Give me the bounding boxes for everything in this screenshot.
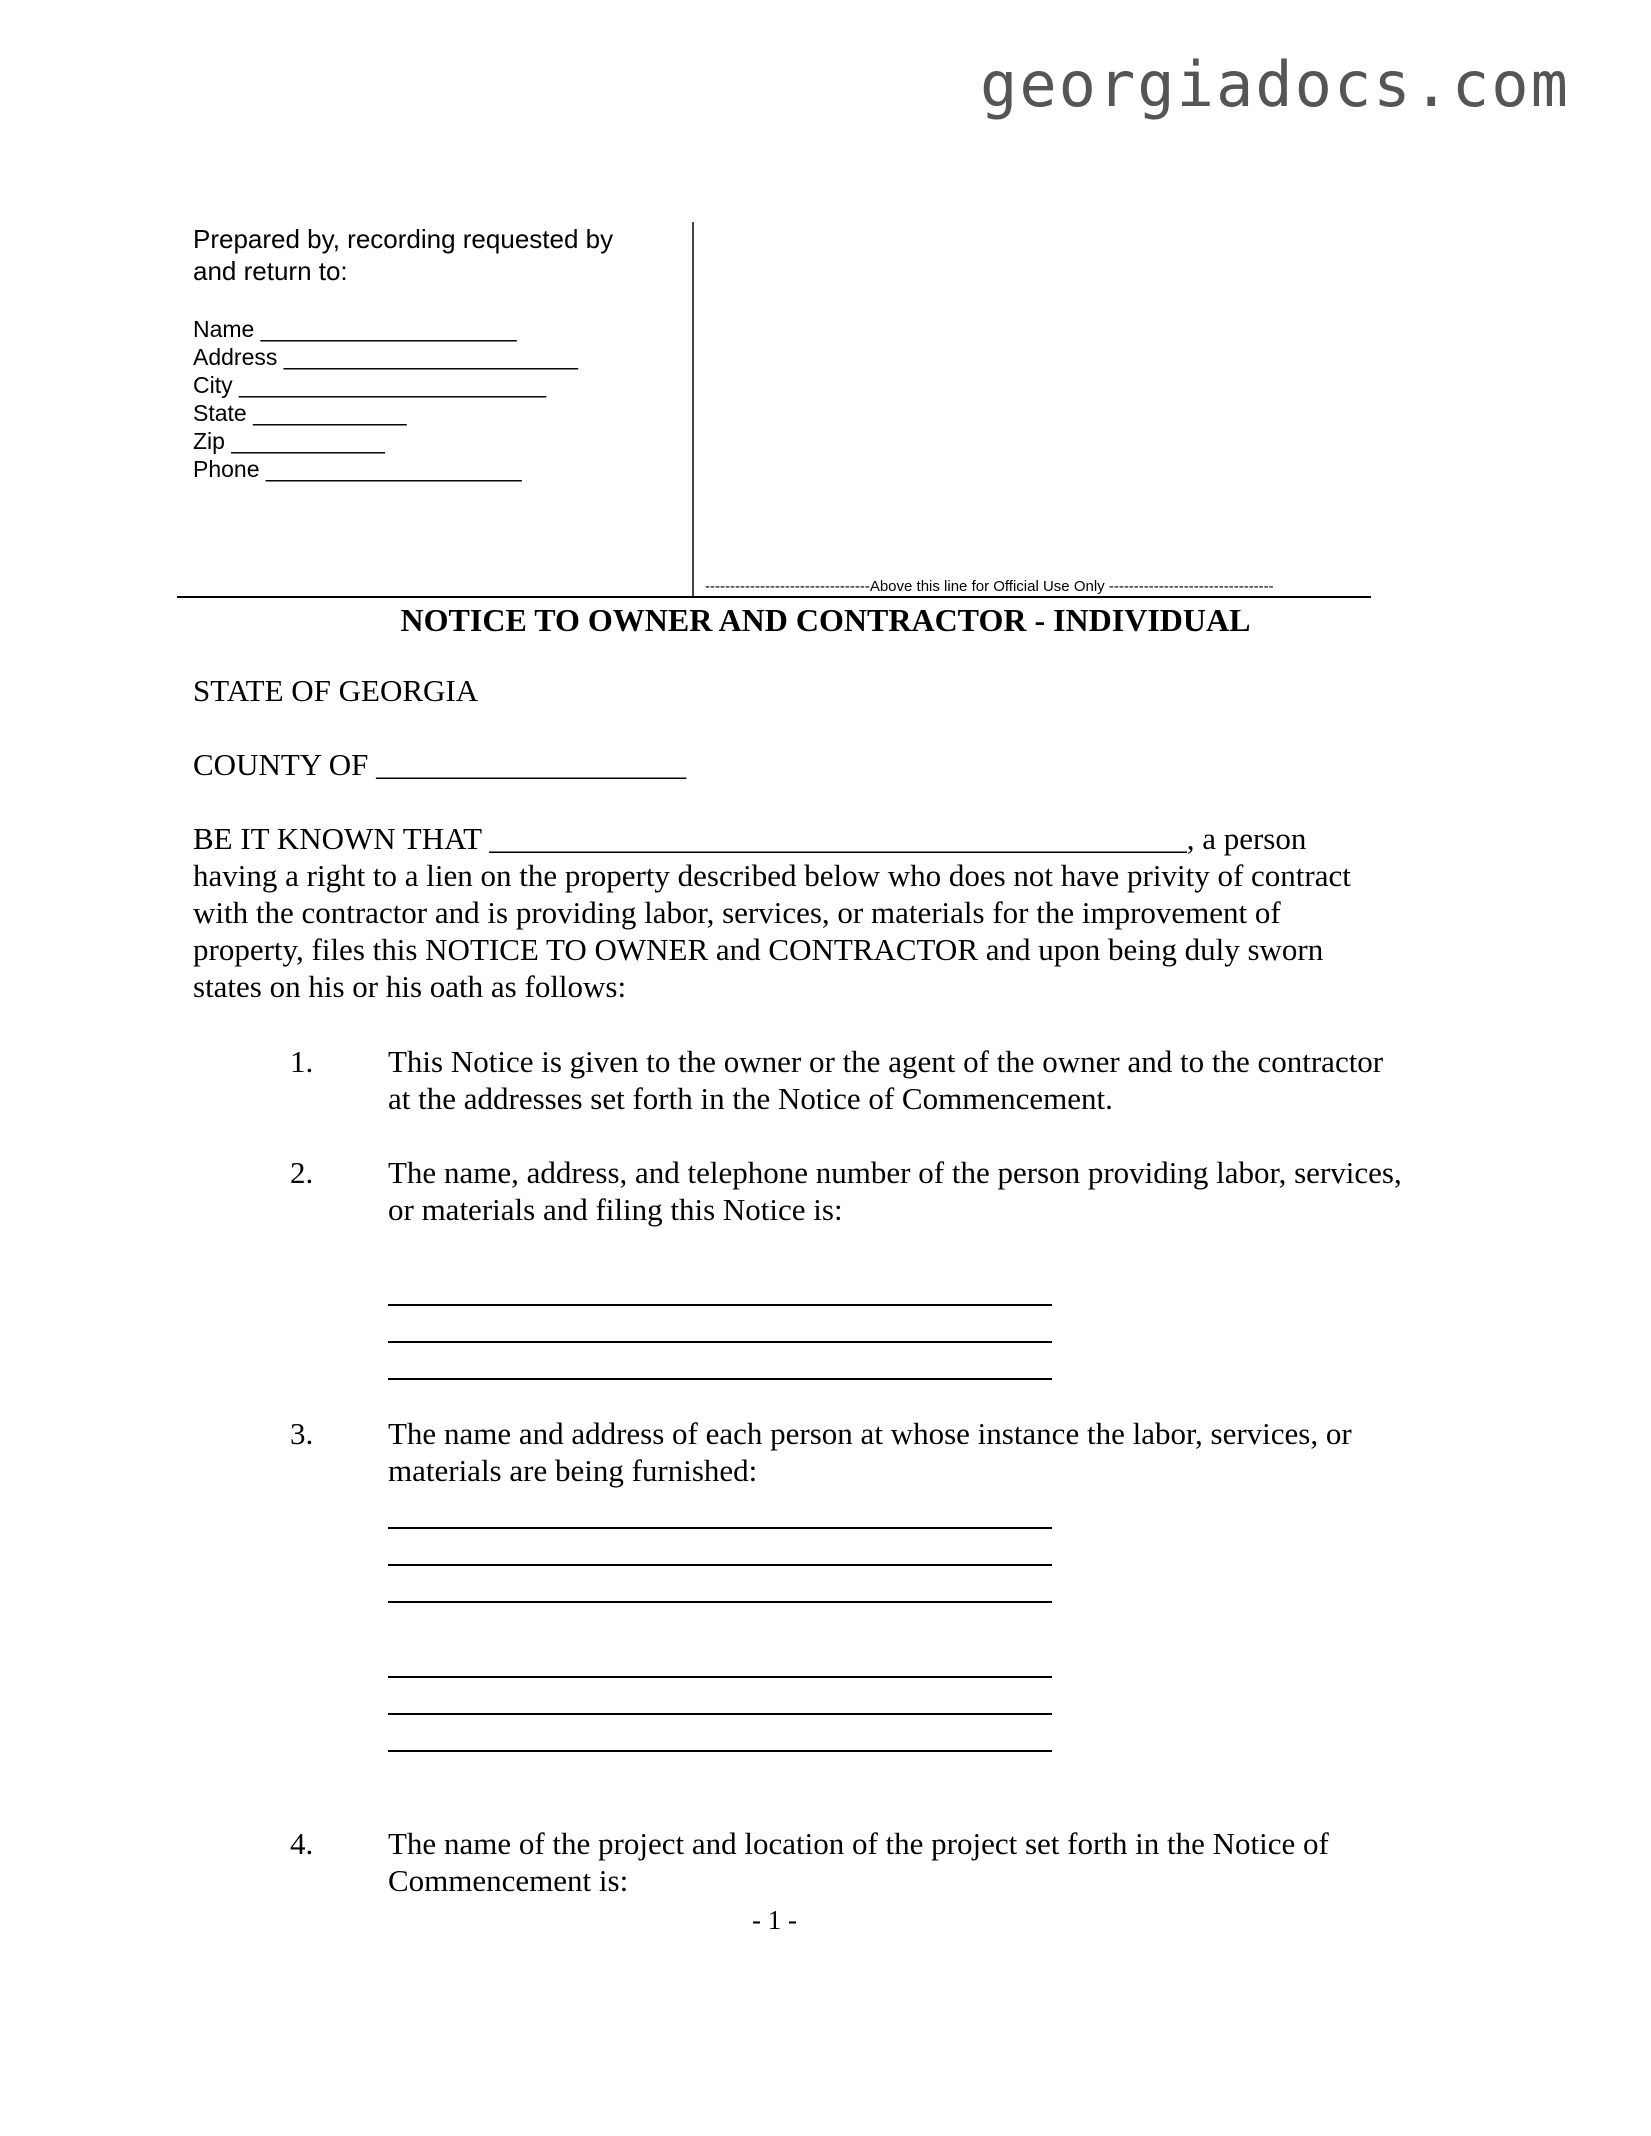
item-3-text-line: materials are being furnished: bbox=[388, 1453, 758, 1488]
instance-person-blank[interactable] bbox=[388, 1601, 1052, 1603]
item-number: 3. bbox=[290, 1416, 314, 1451]
prepared-by-phone-field: Phone ____________________ bbox=[193, 456, 522, 482]
instance-person-blank[interactable] bbox=[388, 1564, 1052, 1566]
intro-line: states on his or his oath as follows: bbox=[193, 969, 627, 1004]
prepared-by-heading-line2: and return to: bbox=[193, 256, 348, 286]
item-3-text-line: The name and address of each person at whose instance the labor, services, or bbox=[388, 1416, 1352, 1451]
instance-person-blank[interactable] bbox=[388, 1713, 1052, 1715]
instance-person-blank[interactable] bbox=[388, 1527, 1052, 1529]
item-4-text-line: The name of the project and location of the project set forth in the Notice of bbox=[388, 1826, 1329, 1861]
instance-person-blank[interactable] bbox=[388, 1676, 1052, 1678]
item-4-text-line: Commencement is: bbox=[388, 1863, 629, 1898]
item-1-text-line: at the addresses set forth in the Notice of Commencement. bbox=[388, 1081, 1113, 1116]
intro-line: property, files this NOTICE TO OWNER and CONTRACTOR and upon being duly sworn bbox=[193, 932, 1324, 967]
prepared-by-state-field: State ____________ bbox=[193, 400, 407, 426]
item-2-text-line: The name, address, and telephone number of the person providing labor, services, bbox=[388, 1155, 1402, 1190]
instance-person-blank[interactable] bbox=[388, 1750, 1052, 1752]
intro-line: with the contractor and is providing labor, services, or materials for the improvement of bbox=[193, 895, 1281, 930]
prepared-by-city-field: City ________________________ bbox=[193, 372, 546, 398]
state-line: STATE OF GEORGIA bbox=[193, 673, 479, 708]
filer-info-blank[interactable] bbox=[388, 1341, 1052, 1343]
item-number: 1. bbox=[290, 1044, 314, 1079]
filer-info-blank[interactable] bbox=[388, 1378, 1052, 1380]
item-2-text-line: or materials and filing this Notice is: bbox=[388, 1192, 843, 1227]
watermark: georgiadocs.com bbox=[980, 48, 1570, 121]
intro-line: BE IT KNOWN THAT _____________________________________________, a person bbox=[193, 821, 1307, 856]
page-number: - 1 - bbox=[752, 1905, 797, 1935]
official-use-notice: ---------------------------------Above this line for Official Use Only --------------------------------- bbox=[705, 578, 1274, 595]
prepared-by-name-field: Name ____________________ bbox=[193, 316, 517, 342]
item-number: 4. bbox=[290, 1826, 314, 1861]
intro-line: having a right to a lien on the property described below who does not have privity of contract bbox=[193, 858, 1351, 893]
prepared-by-heading-line1: Prepared by, recording requested by bbox=[193, 224, 614, 254]
recording-area-divider bbox=[692, 222, 694, 597]
item-1-text-line: This Notice is given to the owner or the agent of the owner and to the contractor bbox=[388, 1044, 1384, 1079]
document-title: NOTICE TO OWNER AND CONTRACTOR - INDIVIDUAL bbox=[400, 602, 1251, 638]
prepared-by-zip-field: Zip ____________ bbox=[193, 428, 385, 454]
prepared-by-address-field: Address _______________________ bbox=[193, 344, 578, 370]
official-use-line bbox=[177, 596, 1371, 598]
item-number: 2. bbox=[290, 1155, 314, 1190]
filer-info-blank[interactable] bbox=[388, 1304, 1052, 1306]
county-line: COUNTY OF ____________________ bbox=[193, 747, 687, 782]
